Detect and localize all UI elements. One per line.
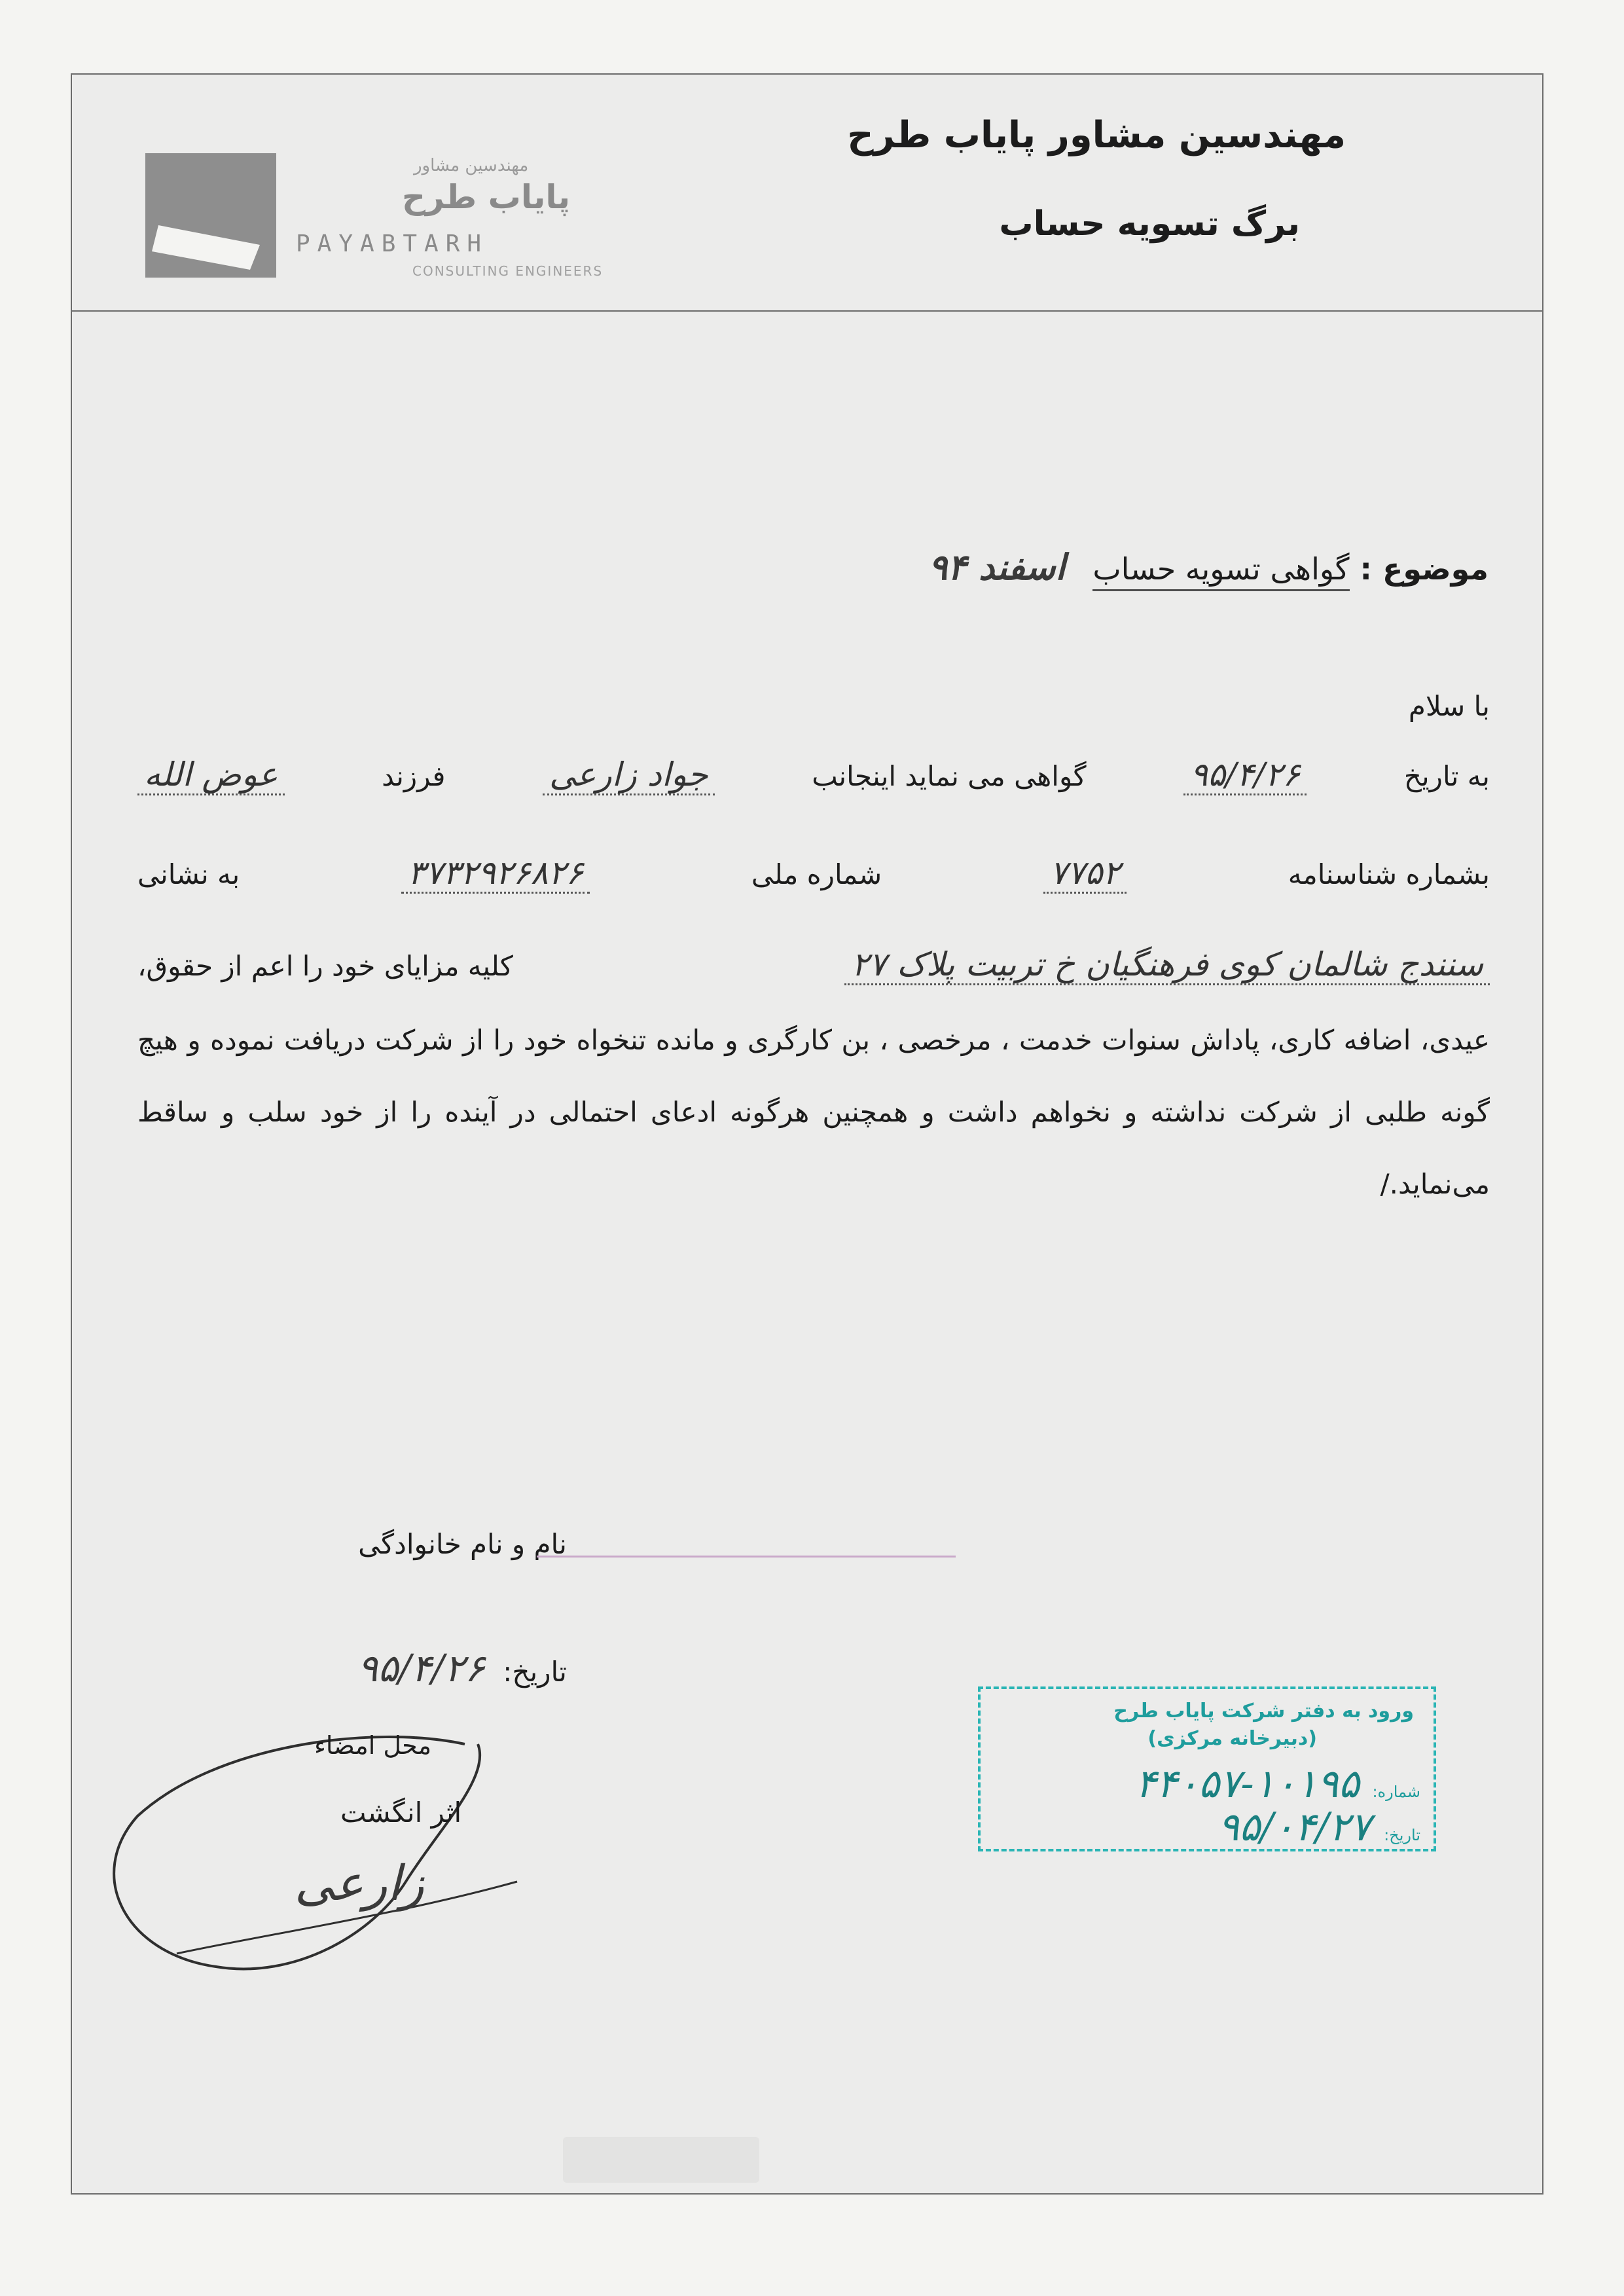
logo-text-small: مهندسین مشاور	[414, 156, 529, 175]
faded-mark	[563, 2137, 759, 2183]
date-prefix: به تاریخ	[1403, 760, 1490, 792]
full-name-label: نام و نام خانوادگی	[358, 1528, 567, 1560]
company-logo	[145, 153, 656, 291]
subject-line	[928, 546, 1489, 588]
thumbprint-label: اثر انگشت	[340, 1796, 462, 1829]
greeting: با سلام	[1408, 690, 1490, 722]
body-paragraph: عیدی، اضافه کاری، پاداش سنوات خدمت ، مرخصی ، بن کارگری و مانده تنخواه خود را از شرکت دریافت نموده و هیچ گونه طلبی از شرکت نداشته و نخواهم داشت و همچنین هرگونه ادعای احتمالی در آینده را از خود سلب و ساقط می‌نماید./	[137, 1024, 1490, 1200]
stamp-number-label: شماره:	[1372, 1783, 1420, 1801]
form-title: برگ تسویه حساب	[999, 204, 1300, 244]
sign-place-label: محل امضاء	[314, 1731, 432, 1760]
id-label: بشماره شناسنامه	[1288, 858, 1490, 890]
handwritten-signature: زارعی	[295, 1855, 424, 1912]
body-line-2	[137, 854, 1490, 894]
signature-date-label: تاریخ:	[503, 1656, 567, 1688]
logo-mark-icon	[145, 153, 276, 278]
stamp-date-label: تاریخ:	[1384, 1826, 1420, 1844]
company-title: مهندسین مشاور پایاب طرح	[847, 114, 1346, 156]
full-name-line	[537, 1556, 956, 1558]
body-line-3	[137, 945, 1490, 985]
benefits-text: کلیه مزایای خود را اعم از حقوق،	[137, 950, 513, 982]
employee-name-fill: جواد زارعی	[543, 756, 714, 795]
father-name-fill: عوض الله	[137, 756, 285, 795]
subject-handwritten: اسفند ۹۴	[928, 546, 1066, 588]
logo-text-fa: پایاب طرح	[402, 178, 570, 216]
signature-date	[357, 1646, 567, 1690]
stamp-subtitle: (دبیرخانه مرکزی)	[1147, 1727, 1317, 1750]
logo-text-en-sub: CONSULTING ENGINEERS	[412, 263, 604, 279]
subject-value: گواهی تسویه حساب	[1092, 551, 1349, 591]
national-id-fill: ۳۷۳۲۹۲۶۸۲۶	[401, 854, 590, 894]
stamp-date-row	[1218, 1804, 1420, 1850]
letterhead	[72, 75, 1542, 312]
id-number-fill: ۷۷۵۲	[1043, 854, 1127, 894]
date-fill: ۹۵/۴/۲۶	[1183, 756, 1307, 795]
stamp-title: ورود به دفتر شرکت پایاب طرح	[1113, 1700, 1414, 1722]
logo-text-en: PAYABTARH	[296, 230, 489, 257]
stamp-number-value: ۱۰۱۹۵-۴۴۰۵۷	[1135, 1761, 1360, 1807]
certify-text: گواهی می نماید اینجانب	[812, 760, 1087, 792]
subject-label: موضوع :	[1360, 551, 1489, 587]
signature-date-value: ۹۵/۴/۲۶	[357, 1646, 485, 1690]
address-fill: سنندج شالمان کوی فرهنگیان خ تربیت پلاک ۲۷	[844, 945, 1490, 985]
document-frame	[71, 73, 1543, 2195]
child-of-label: فرزند	[382, 760, 446, 792]
stamp-number-row	[1135, 1761, 1420, 1807]
address-label: به نشانی	[137, 858, 240, 890]
national-id-label: شماره ملی	[751, 858, 882, 890]
stamp-date-value: ۹۵/۰۴/۲۷	[1218, 1804, 1371, 1850]
registry-stamp	[978, 1686, 1436, 1851]
body-line-1	[137, 756, 1490, 795]
